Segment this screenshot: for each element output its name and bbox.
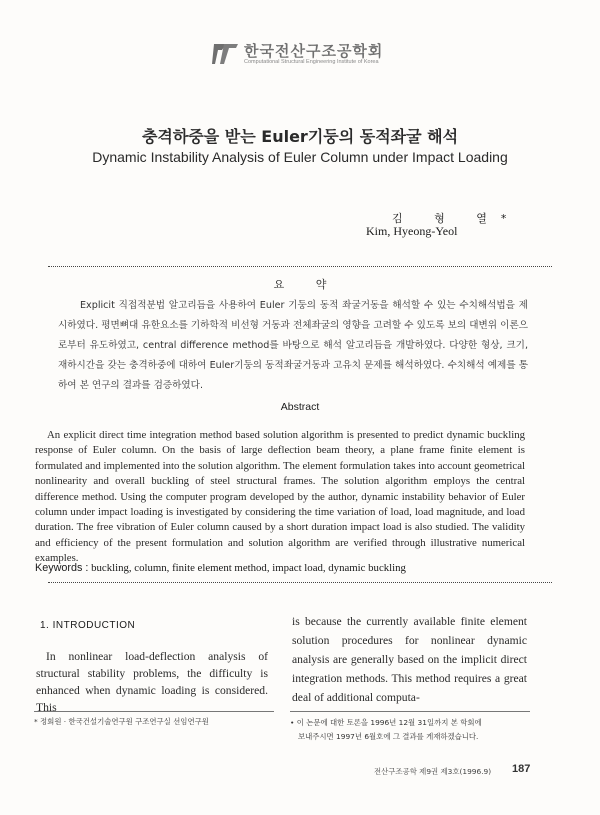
author-korean: 김 형 열* (392, 212, 521, 225)
page-number: 187 (512, 763, 531, 775)
footnote-discussion-notice (290, 716, 530, 744)
title-english: Dynamic Instability Analysis of Euler Column under Impact Loading (92, 149, 508, 165)
divider-top (48, 266, 552, 267)
korean-abstract-body: Explicit 직접적분법 알고리듬을 사용하여 Euler 기둥의 동적 좌굴거동을 해석할 수 있는 수치해석법을 제시하였다. 평면뼈대 유한요소를 기하학적 비선형 거동과 전체좌굴의 영향을 고려할 수 있도록 보의 대변위 이론으로부터 유도하였고, central difference method를 바탕으로 해석 알고리듬을 개발하였다. 다양한 형상, 크기, 재하시간을 갖는 충격하중에 대하여 Euler기둥의 동적좌굴거동과 고유치 문제를 해석하였다. 수치해석 예제를 통하여 본 연구의 결과를 검증하였다. (58, 300, 528, 391)
footnote-discussion-line1: • 이 논문에 대한 토론을 1996년 12월 31일까지 본 학회에 (290, 718, 482, 727)
ksce-logo-mark-icon (212, 42, 238, 66)
section-heading-introduction: 1. INTRODUCTION (40, 620, 136, 631)
abstract-heading: Abstract (280, 401, 320, 413)
footnote-rule-left (34, 711, 274, 712)
footnote-author-affiliation: * 정회원 · 한국건설기술연구원 구조연구실 선임연구원 (34, 717, 209, 726)
introduction-right-column: is because the currently available finite element solution procedures for nonlinear dynamic analysis are generally based on the implicit direct integration methods. This method requires a great deal of additional computa- (292, 615, 527, 704)
title-korean: 충격하중을 받는 Euler기둥의 동적좌굴 해석 (141, 127, 459, 146)
korean-abstract-heading: 요 약 (273, 278, 341, 291)
keywords-text: buckling, column, finite element method, impact load, dynamic buckling (91, 562, 406, 574)
footnote-rule-right (290, 711, 530, 712)
society-logo (212, 40, 412, 70)
journal-footer: 전산구조공학 제9권 제3호(1996.9) (374, 767, 492, 776)
author-english: Kim, Hyeong-Yeol (366, 224, 458, 238)
divider-bottom (48, 582, 552, 583)
keywords-line (35, 562, 525, 574)
society-name-english: Computational Structural Engineering Institute of Korea (244, 59, 379, 65)
introduction-left-column: In nonlinear load-deflection analysis of structural stability problems, the difficulty is enhanced when dynamic loading is considered. This (36, 650, 268, 714)
keywords-label: Keywords : (35, 562, 89, 574)
footnote-discussion-line2: 보내주시면 1997년 6월호에 그 결과를 게재하겠습니다. (298, 732, 479, 741)
abstract-body: An explicit direct time integration method based solution algorithm is presented to predict dynamic buckling response of Euler column. On the basis of large deflection beam theory, a plane frame finite element is formulated and implemented into the solution algorithm. The element formulation takes into account geometrical nonlinearity and overall buckling of steel structural frames. The solution algorithm employs the central difference method. Using the computer program developed by the author, dynamic instability behavior of Euler column under impact loading is investigated by considering the time variation of load, load magnitude, and load duration. The free vibration of Euler column caused by a short duration impact load is also studied. The validity and efficiency of the present formulation and solution algorithm are verified through illustrative numerical examples. (35, 429, 525, 565)
society-name: 한국전산구조공학회 (244, 42, 384, 60)
